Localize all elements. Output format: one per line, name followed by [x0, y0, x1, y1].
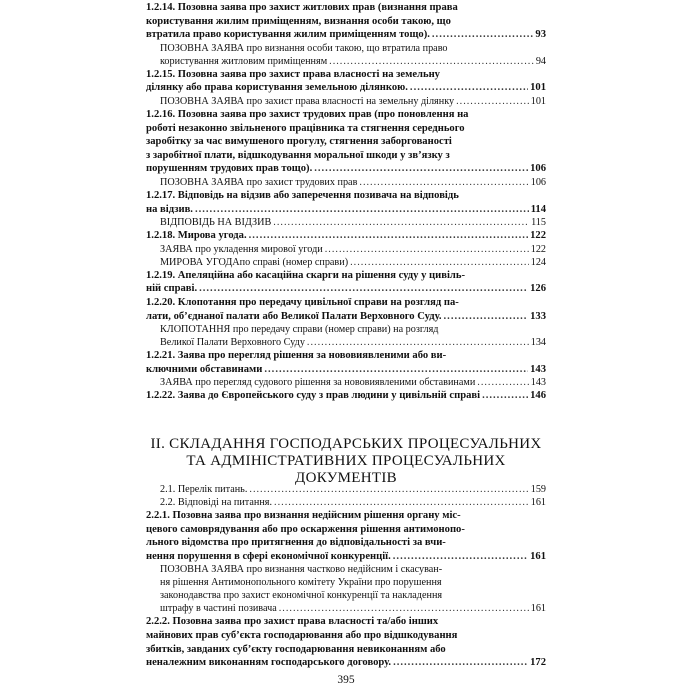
entry-text: втратила право користування жилим приміщенням тощо).: [146, 29, 430, 41]
entry-text: 1.2.16. Позовна заява про захист трудових прав (про поновлення на: [146, 108, 469, 120]
entry-text: ЗАЯВА про укладення мирової угоди: [160, 243, 323, 255]
entry-text: ділянку або права користування земельною ділянкою.: [146, 82, 408, 94]
dot-leader: [477, 376, 528, 389]
entries_top-entry[interactable]: [146, 323, 546, 349]
entry-last-line: [160, 95, 546, 108]
entries_bottom-entry[interactable]: [146, 615, 546, 669]
entry-page-number: 161: [530, 550, 546, 562]
entry-last-line: [160, 176, 546, 189]
entry-text: ПОЗОВНА ЗАЯВА про визнання особи такою, що втратила право: [160, 42, 448, 54]
entry-text: МИРОВА УГОДАпо справі (номер справи): [160, 256, 349, 268]
entry-text: штрафу в частині позивача: [160, 603, 277, 615]
dot-leader: [314, 162, 528, 176]
entry-last-line: [160, 243, 546, 256]
entry-text: 1.2.15. Позовна заява про захист права власності на земельну: [146, 68, 440, 80]
entry-text: законодавства про захист економічної конкуренції та накладення: [160, 590, 443, 602]
entries_bottom-entry[interactable]: [146, 563, 546, 615]
dot-leader: [195, 203, 529, 217]
entry-last-line: [146, 28, 546, 42]
entry-text: збитків, завданих суб’єкту господарювання невиконанням або: [146, 643, 446, 655]
section-title-line-3: ДОКУМЕНТІВ: [295, 470, 397, 486]
toc-list-commercial: [146, 483, 546, 670]
entry-page-number: 115: [531, 217, 546, 229]
entry-text: майнових прав суб’єкта господарювання або про відшкодування: [146, 629, 458, 641]
entry-page-number: 143: [530, 363, 546, 375]
entry-last-line: [146, 162, 546, 176]
entry-last-line: [146, 282, 546, 296]
entry-text: 2.1. Перелік питань.: [160, 484, 248, 495]
entries_top-entry[interactable]: [146, 243, 546, 256]
entry-page-number: 134: [530, 337, 546, 349]
entry-text: ня рішення Антимонопольного комітету України про порушення: [160, 577, 442, 589]
dot-leader: [410, 81, 528, 95]
dot-leader: [482, 389, 528, 403]
entry-text: 1.2.18. Мирова угода.: [146, 230, 247, 242]
entry-page-number: 101: [530, 82, 546, 94]
entry-last-line: [160, 376, 546, 389]
entry-last-line: [146, 203, 546, 217]
entry-page-number: 161: [530, 603, 546, 615]
dot-leader: [325, 243, 529, 256]
entry-text: 1.2.17. Відповідь на відзив або заперечення позивача на відповідь: [146, 189, 459, 201]
dot-leader: [249, 229, 528, 243]
entry-text: ПОЗОВНА ЗАЯВА про захист трудових прав: [160, 176, 358, 188]
section-heading: [146, 436, 546, 487]
entry-text: неналежним виконанням господарського договору.: [146, 657, 392, 669]
entry-last-line: [160, 483, 546, 496]
entry-text: 1.2.22. Заява до Європейського суду з прав людини у цивільній справі: [146, 390, 481, 402]
entry-text: 1.2.19. Апеляційна або касаційна скарги на рішення суду у цивіль-: [146, 269, 465, 281]
entry-last-line: [146, 656, 546, 670]
entries_top-entry[interactable]: [146, 296, 546, 323]
dot-leader: [274, 496, 529, 509]
page-number: 395: [337, 674, 355, 686]
dot-leader: [359, 176, 528, 189]
entry-page-number: 122: [530, 230, 546, 242]
entries_top-entry[interactable]: [146, 108, 546, 176]
entry-text: 1.2.20. Клопотання про передачу цивільної справи на розгляд па-: [146, 296, 459, 308]
entry-text: ВІДПОВІДЬ НА ВІДЗИВ: [160, 217, 272, 229]
entry-page-number: 126: [530, 283, 546, 295]
dot-leader: [393, 550, 528, 564]
dot-leader: [249, 483, 528, 496]
entry-page-number: 106: [530, 176, 546, 188]
entry-last-line: [160, 256, 546, 269]
entry-last-line: [160, 55, 546, 68]
entry-text: з заробітної плати, відшкодування моральної шкоди у зв’язку з: [146, 149, 450, 161]
entry-text: ПОЗОВНА ЗАЯВА про захист права власності на земельну ділянку: [160, 95, 455, 107]
entry-text: нення порушення в сфері економічної конкуренції.: [146, 550, 391, 562]
entry-text: порушенням трудових прав тощо).: [146, 163, 313, 175]
entry-text: цевого самоврядування або про оскарження рішення антимонопо-: [146, 523, 465, 535]
entry-text: 1.2.21. Заява про перегляд рішення за нововиявленими або ви-: [146, 350, 447, 362]
dot-leader: [199, 282, 528, 296]
entry-text: 1.2.14. Позовна заява про захист житлових прав (визнання права: [146, 2, 458, 13]
entry-text: льного відомства про притягнення до відповідальності за вчи-: [146, 537, 446, 549]
entry-page-number: 172: [530, 657, 546, 669]
entry-page-number: 93: [535, 29, 546, 41]
entries_top-entry[interactable]: [146, 176, 546, 189]
toc-list-civil: [146, 1, 546, 403]
dot-leader: [273, 216, 529, 229]
entry-last-line: [146, 550, 546, 564]
entries_top-entry[interactable]: [146, 349, 546, 376]
entry-last-line: [160, 496, 546, 509]
entries_top-entry[interactable]: [146, 269, 546, 296]
entry-page-number: 106: [530, 163, 546, 175]
entry-text: на відзив.: [146, 203, 193, 215]
entries_bottom-entry[interactable]: [146, 509, 546, 563]
entries_top-entry[interactable]: [146, 216, 546, 229]
entries_top-entry[interactable]: [146, 256, 546, 269]
entry-text: ЗАЯВА про перегляд судового рішення за нововиявленими обставинами: [160, 377, 476, 389]
entry-text: користування житловим приміщенням: [160, 55, 328, 67]
dot-leader: [350, 256, 529, 269]
entry-text: користування жилим приміщенням, визнання особи такою, що: [146, 15, 451, 27]
entry-text: заробітку за час вимушеного прогулу, стягнення заборгованості: [146, 136, 452, 148]
entries_top-entry[interactable]: [146, 189, 546, 216]
entry-text: ній справі.: [146, 283, 198, 295]
entry-last-line: [146, 229, 546, 243]
entry-text: 2.2. Відповіді на питання.: [160, 497, 273, 508]
entry-text: 2.2.1. Позовна заява про визнання недійсним рішення органу міс-: [146, 510, 461, 521]
entry-last-line: [160, 336, 546, 349]
entry-page-number: 143: [530, 377, 546, 389]
dot-leader: [444, 310, 529, 324]
entry-page-number: 94: [535, 55, 546, 67]
entry-page-number: 124: [530, 256, 546, 268]
entry-page-number: 146: [530, 390, 546, 402]
entry-last-line: [160, 602, 546, 615]
entries_top-entry[interactable]: [146, 229, 546, 243]
section-title-line-2: ТА АДМІНІСТРАТИВНИХ ПРОЦЕСУАЛЬНИХ: [186, 453, 506, 469]
entry-text: Великої Палати Верховного Суду: [160, 337, 305, 349]
dot-leader: [329, 55, 534, 68]
entry-text: роботі незаконно звільненого працівника та стягнення середнього: [146, 122, 465, 134]
entry-last-line: [146, 310, 546, 324]
dot-leader: [393, 656, 528, 670]
section-title-line-1: II. СКЛАДАННЯ ГОСПОДАРСЬКИХ ПРОЦЕСУАЛЬНИХ: [150, 436, 542, 452]
section-title: [146, 436, 546, 487]
entry-last-line: [160, 216, 546, 229]
entry-page-number: 122: [530, 243, 546, 255]
entries_top-entry[interactable]: [146, 376, 546, 389]
entries_top-entry[interactable]: [146, 68, 546, 95]
entries_bottom-entry[interactable]: [146, 483, 546, 496]
entries_top-entry[interactable]: [146, 389, 546, 403]
entries_bottom-entry[interactable]: [146, 496, 546, 509]
entry-text: лати, об’єднаної палати або Великої Палати Верховного Суду.: [146, 310, 442, 322]
entry-text: ПОЗОВНА ЗАЯВА про визнання частково недійсним і скасуван-: [160, 564, 443, 576]
dot-leader: [432, 28, 534, 42]
entry-page-number: 133: [530, 310, 546, 322]
entry-page-number: 161: [530, 497, 546, 508]
toc-page: [146, 0, 546, 700]
entry-page-number: 101: [530, 95, 546, 107]
entry-page-number: 159: [530, 484, 546, 495]
entries_top-entry[interactable]: [146, 95, 546, 108]
entry-text: КЛОПОТАННЯ про передачу справи (номер справи) на розгляд: [160, 324, 439, 336]
dot-leader: [279, 602, 529, 615]
entry-last-line: [146, 389, 546, 403]
entry-text: ключними обставинами: [146, 363, 263, 375]
entries_top-entry[interactable]: [146, 1, 546, 42]
dot-leader: [264, 363, 528, 377]
entry-last-line: [146, 81, 546, 95]
dot-leader: [307, 336, 529, 349]
entry-last-line: [146, 363, 546, 377]
entry-text: 2.2.2. Позовна заява про захист права власності та/або інших: [146, 616, 439, 628]
entries_top-entry[interactable]: [146, 42, 546, 68]
dot-leader: [456, 95, 529, 108]
entry-page-number: 114: [530, 203, 546, 215]
